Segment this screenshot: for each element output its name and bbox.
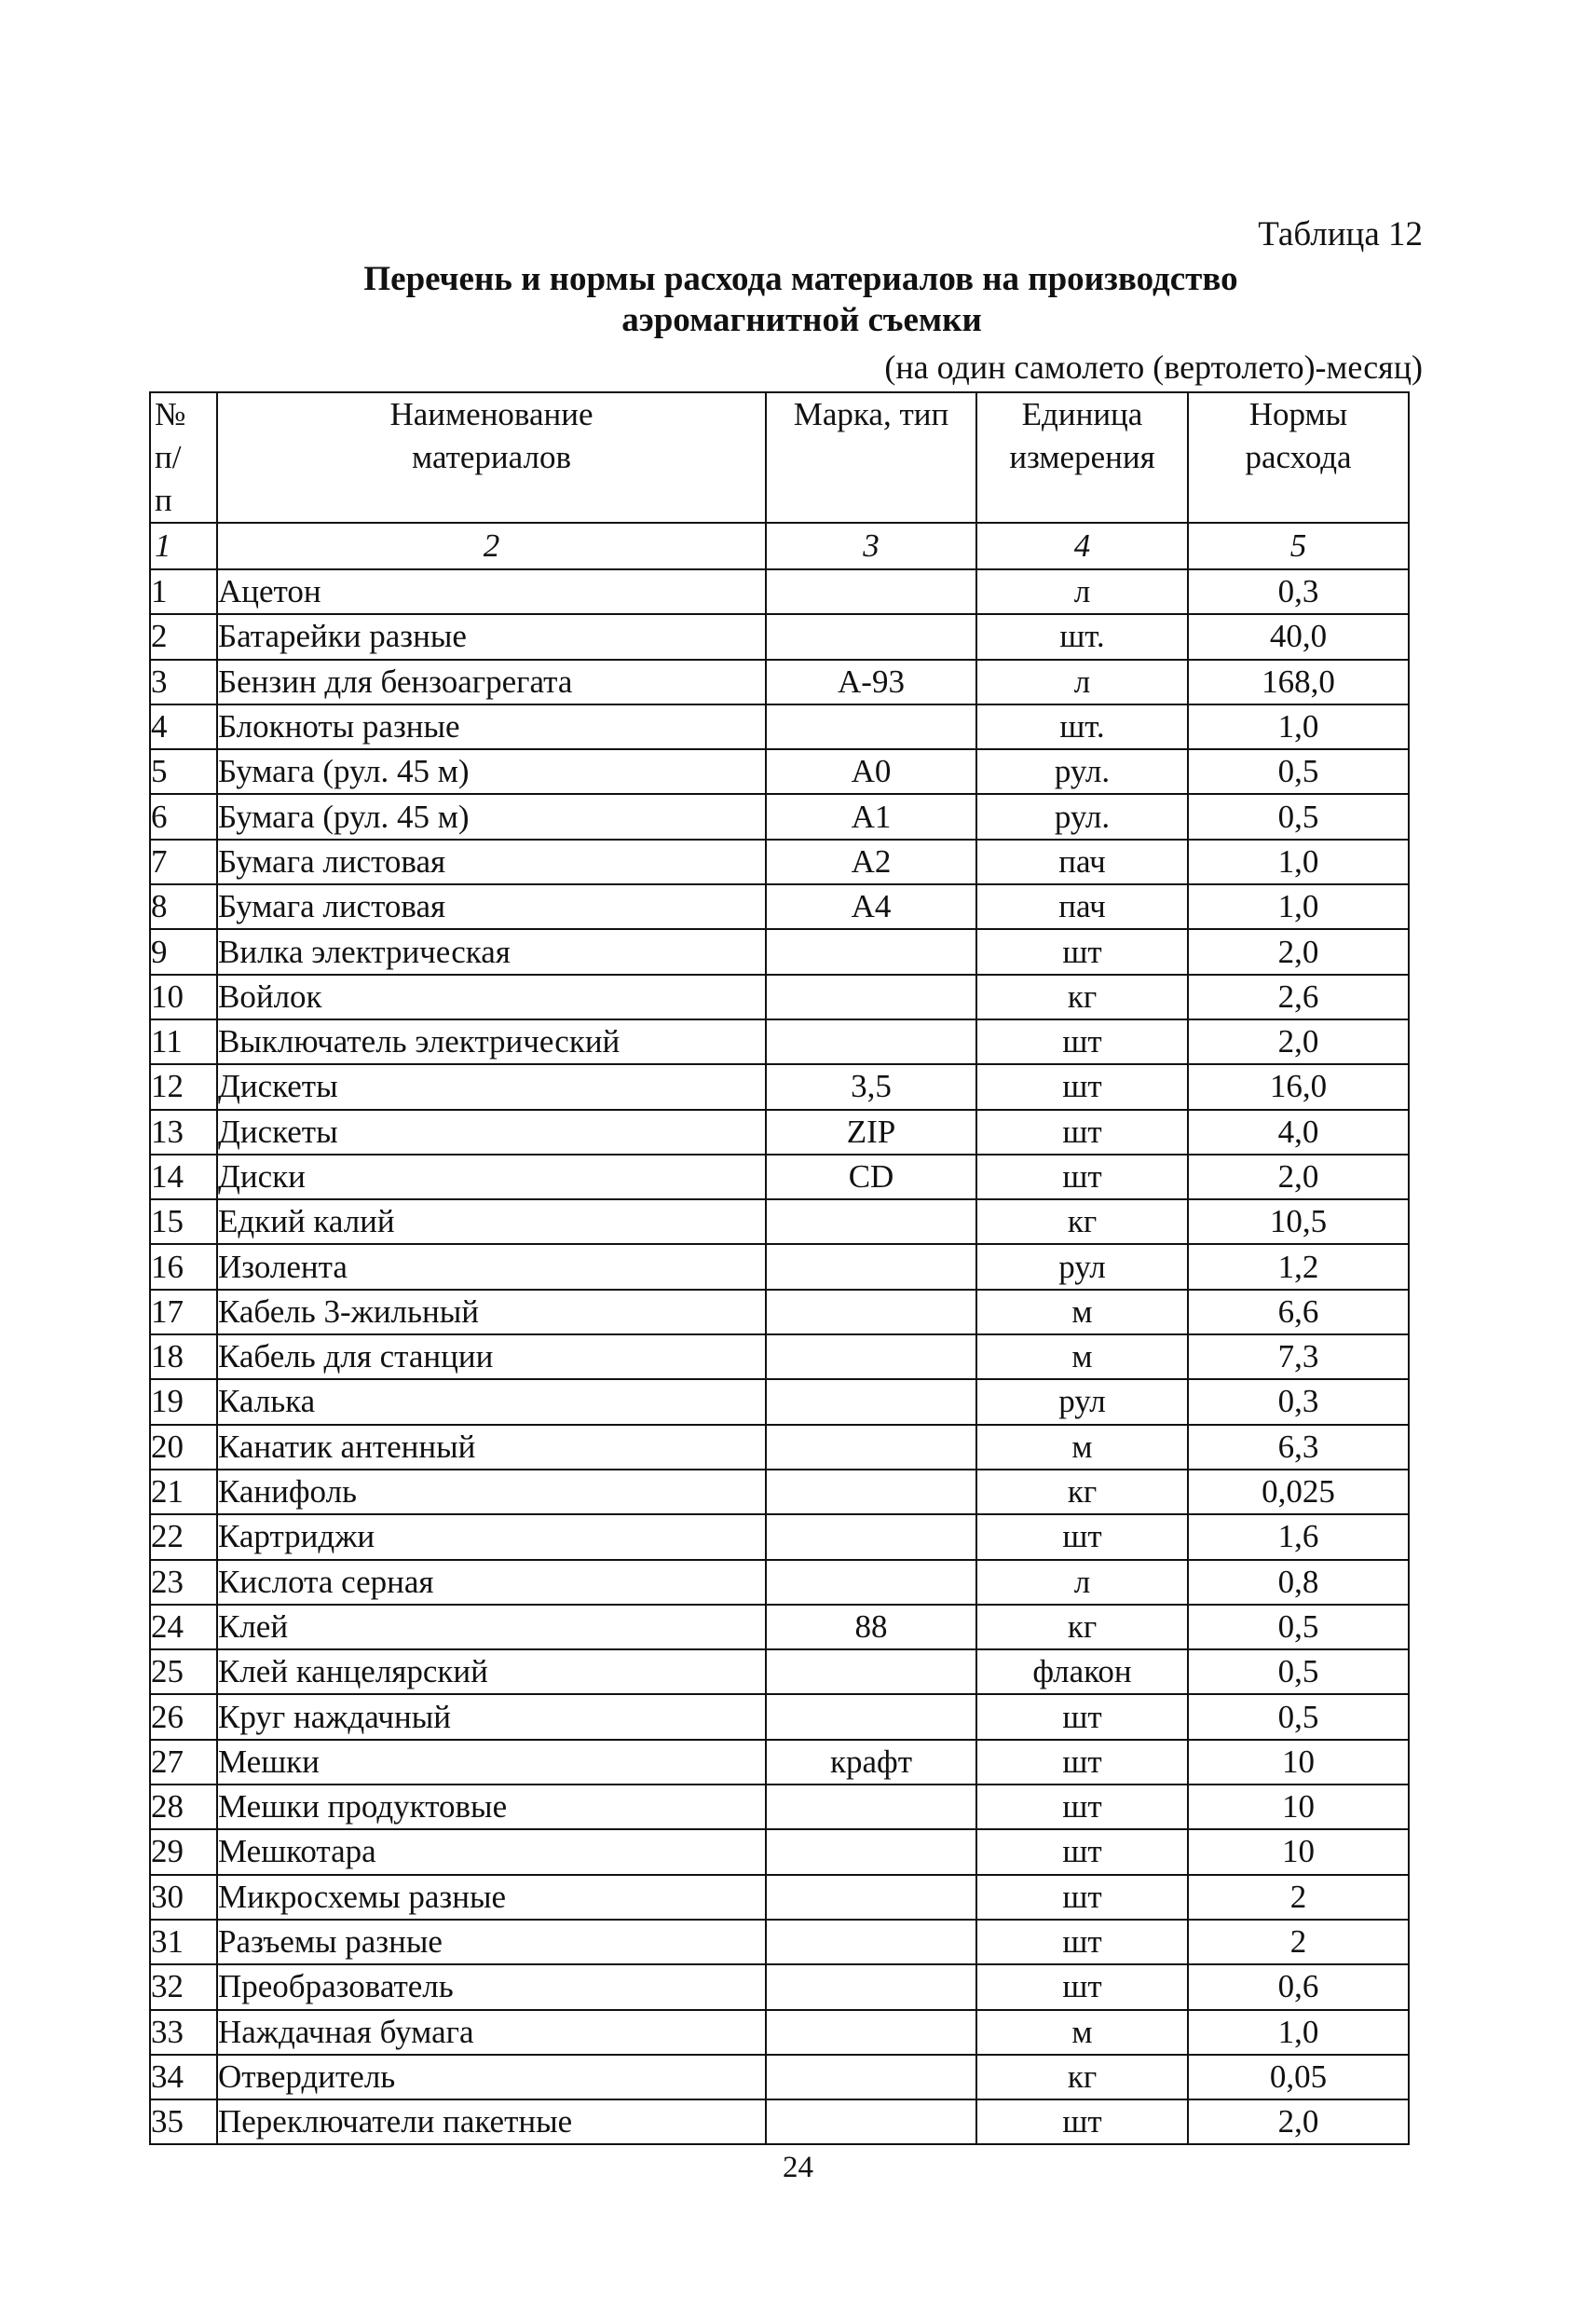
unit-of-measure: л xyxy=(976,569,1188,614)
brand-type xyxy=(766,2010,976,2055)
row-number: 17 xyxy=(150,1290,217,1334)
table-row xyxy=(150,1019,1409,1064)
brand-type xyxy=(766,1964,976,2009)
material-name: Микросхемы разные xyxy=(217,1875,766,1920)
consumption-norm: 10 xyxy=(1188,1829,1409,1874)
unit-of-measure: шт xyxy=(976,2099,1188,2144)
unit-of-measure: кг xyxy=(976,2055,1188,2099)
brand-type: А-93 xyxy=(766,660,976,704)
material-name: Отвердитель xyxy=(217,2055,766,2099)
brand-type xyxy=(766,2055,976,2099)
header-brand: Марка, тип xyxy=(766,392,976,523)
column-number: 3 xyxy=(766,523,976,569)
brand-type xyxy=(766,1649,976,1694)
brand-type xyxy=(766,1199,976,1244)
row-number: 1 xyxy=(150,569,217,614)
row-number: 23 xyxy=(150,1560,217,1605)
consumption-norm: 0,6 xyxy=(1188,1964,1409,2009)
row-number: 6 xyxy=(150,794,217,839)
header-name: Наименование материалов xyxy=(217,392,766,523)
consumption-norm: 2,6 xyxy=(1188,975,1409,1019)
row-number: 21 xyxy=(150,1470,217,1514)
consumption-norm: 168,0 xyxy=(1188,660,1409,704)
row-number: 29 xyxy=(150,1829,217,1874)
row-number: 14 xyxy=(150,1155,217,1199)
consumption-norm: 0,5 xyxy=(1188,794,1409,839)
unit-of-measure: шт xyxy=(976,1964,1188,2009)
row-number: 31 xyxy=(150,1920,217,1964)
consumption-norm: 0,5 xyxy=(1188,1649,1409,1694)
consumption-norm: 4,0 xyxy=(1188,1110,1409,1155)
unit-of-measure: шт xyxy=(976,929,1188,974)
column-number-row xyxy=(150,523,1409,569)
brand-type: А1 xyxy=(766,794,976,839)
material-name: Калька xyxy=(217,1379,766,1424)
table-row xyxy=(150,1560,1409,1605)
consumption-norm: 1,0 xyxy=(1188,2010,1409,2055)
brand-type: ZIP xyxy=(766,1110,976,1155)
consumption-norm: 0,5 xyxy=(1188,1694,1409,1739)
table-row xyxy=(150,840,1409,884)
brand-type: А0 xyxy=(766,749,976,794)
title-line-1: Перечень и нормы расхода материалов на производство xyxy=(363,260,1238,298)
unit-of-measure: шт xyxy=(976,1785,1188,1829)
consumption-norm: 6,6 xyxy=(1188,1290,1409,1334)
brand-type xyxy=(766,2099,976,2144)
table-row xyxy=(150,1920,1409,1964)
row-number: 8 xyxy=(150,884,217,929)
table-row xyxy=(150,1199,1409,1244)
consumption-norm: 2 xyxy=(1188,1920,1409,1964)
table-row xyxy=(150,2099,1409,2144)
brand-type xyxy=(766,1560,976,1605)
material-name: Дискеты xyxy=(217,1110,766,1155)
brand-type: 3,5 xyxy=(766,1064,976,1109)
brand-type xyxy=(766,1379,976,1424)
unit-of-measure: м xyxy=(976,2010,1188,2055)
consumption-norm: 0,05 xyxy=(1188,2055,1409,2099)
brand-type xyxy=(766,569,976,614)
unit-of-measure: рул. xyxy=(976,749,1188,794)
unit-of-measure: шт xyxy=(976,1064,1188,1109)
consumption-norm: 2,0 xyxy=(1188,1155,1409,1199)
row-number: 4 xyxy=(150,704,217,749)
material-name: Картриджи xyxy=(217,1514,766,1559)
material-name: Бензин для бензоагрегата xyxy=(217,660,766,704)
consumption-norm: 10 xyxy=(1188,1785,1409,1829)
unit-of-measure: м xyxy=(976,1425,1188,1470)
table-body xyxy=(150,569,1409,2144)
table-row xyxy=(150,975,1409,1019)
consumption-norm: 0,8 xyxy=(1188,1560,1409,1605)
table-row xyxy=(150,1425,1409,1470)
table-row xyxy=(150,1155,1409,1199)
material-name: Изолента xyxy=(217,1244,766,1289)
row-number: 25 xyxy=(150,1649,217,1694)
unit-of-measure: шт xyxy=(976,1514,1188,1559)
table-row xyxy=(150,1290,1409,1334)
unit-of-measure: шт xyxy=(976,1740,1188,1785)
material-name: Вилка электрическая xyxy=(217,929,766,974)
table-row xyxy=(150,1829,1409,1874)
materials-table xyxy=(149,391,1410,2145)
table-row xyxy=(150,749,1409,794)
material-name: Кабель 3-жильный xyxy=(217,1290,766,1334)
brand-type xyxy=(766,1290,976,1334)
table-row xyxy=(150,1064,1409,1109)
header-row xyxy=(150,392,1409,523)
brand-type xyxy=(766,975,976,1019)
material-name: Ацетон xyxy=(217,569,766,614)
consumption-norm: 1,0 xyxy=(1188,840,1409,884)
header-num: № п/ п xyxy=(150,392,217,523)
unit-of-measure: м xyxy=(976,1334,1188,1379)
column-number: 4 xyxy=(976,523,1188,569)
row-number: 7 xyxy=(150,840,217,884)
row-number: 16 xyxy=(150,1244,217,1289)
table-row xyxy=(150,2055,1409,2099)
row-number: 20 xyxy=(150,1425,217,1470)
brand-type xyxy=(766,1875,976,1920)
unit-of-measure: шт. xyxy=(976,704,1188,749)
unit-of-measure: кг xyxy=(976,975,1188,1019)
brand-type xyxy=(766,1785,976,1829)
brand-type xyxy=(766,1920,976,1964)
material-name: Клей канцелярский xyxy=(217,1649,766,1694)
unit-of-measure: кг xyxy=(976,1605,1188,1649)
consumption-norm: 2 xyxy=(1188,1875,1409,1920)
brand-type: А4 xyxy=(766,884,976,929)
row-number: 18 xyxy=(150,1334,217,1379)
unit-of-measure: рул. xyxy=(976,794,1188,839)
unit-of-measure: м xyxy=(976,1290,1188,1334)
material-name: Бумага (рул. 45 м) xyxy=(217,749,766,794)
material-name: Мешкотара xyxy=(217,1829,766,1874)
brand-type xyxy=(766,1425,976,1470)
row-number: 35 xyxy=(150,2099,217,2144)
row-number: 9 xyxy=(150,929,217,974)
material-name: Канатик антенный xyxy=(217,1425,766,1470)
unit-of-measure: шт xyxy=(976,1920,1188,1964)
column-number: 5 xyxy=(1188,523,1409,569)
consumption-norm: 0,5 xyxy=(1188,1605,1409,1649)
row-number: 15 xyxy=(150,1199,217,1244)
material-name: Бумага листовая xyxy=(217,840,766,884)
consumption-norm: 2,0 xyxy=(1188,2099,1409,2144)
material-name: Наждачная бумага xyxy=(217,2010,766,2055)
table-row xyxy=(150,1514,1409,1559)
brand-type xyxy=(766,1514,976,1559)
table-row xyxy=(150,1649,1409,1694)
table-row xyxy=(150,1470,1409,1514)
row-number: 24 xyxy=(150,1605,217,1649)
table-row xyxy=(150,2010,1409,2055)
row-number: 12 xyxy=(150,1064,217,1109)
unit-of-measure: шт xyxy=(976,1155,1188,1199)
row-number: 22 xyxy=(150,1514,217,1559)
page-number: 24 xyxy=(783,2151,813,2184)
brand-type xyxy=(766,1019,976,1064)
row-number: 13 xyxy=(150,1110,217,1155)
column-number: 2 xyxy=(217,523,766,569)
table-row xyxy=(150,1334,1409,1379)
material-name: Клей xyxy=(217,1605,766,1649)
consumption-norm: 0,3 xyxy=(1188,1379,1409,1424)
material-name: Переключатели пакетные xyxy=(217,2099,766,2144)
table-row xyxy=(150,614,1409,659)
table-row xyxy=(150,1244,1409,1289)
unit-of-measure: рул xyxy=(976,1244,1188,1289)
material-name: Дискеты xyxy=(217,1064,766,1109)
unit-of-measure: шт xyxy=(976,1694,1188,1739)
table-row xyxy=(150,1694,1409,1739)
table-label: Таблица 12 xyxy=(1258,215,1423,253)
consumption-norm: 2,0 xyxy=(1188,1019,1409,1064)
row-number: 19 xyxy=(150,1379,217,1424)
material-name: Батарейки разные xyxy=(217,614,766,659)
document-title xyxy=(0,259,1596,341)
table-row xyxy=(150,929,1409,974)
row-number: 3 xyxy=(150,660,217,704)
unit-of-measure: л xyxy=(976,660,1188,704)
brand-type xyxy=(766,1244,976,1289)
table-row xyxy=(150,794,1409,839)
unit-of-measure: шт xyxy=(976,1019,1188,1064)
row-number: 27 xyxy=(150,1740,217,1785)
row-number: 33 xyxy=(150,2010,217,2055)
material-name: Преобразователь xyxy=(217,1964,766,2009)
row-number: 11 xyxy=(150,1019,217,1064)
title-line-2: аэромагнитной съемки xyxy=(621,301,982,339)
unit-of-measure: пач xyxy=(976,884,1188,929)
material-name: Войлок xyxy=(217,975,766,1019)
table-row xyxy=(150,660,1409,704)
consumption-norm: 1,2 xyxy=(1188,1244,1409,1289)
table-row xyxy=(150,1379,1409,1424)
consumption-norm: 10 xyxy=(1188,1740,1409,1785)
material-name: Блокноты разные xyxy=(217,704,766,749)
brand-type xyxy=(766,1694,976,1739)
brand-type: CD xyxy=(766,1155,976,1199)
brand-type xyxy=(766,1334,976,1379)
brand-type: 88 xyxy=(766,1605,976,1649)
table-row xyxy=(150,1875,1409,1920)
material-name: Канифоль xyxy=(217,1470,766,1514)
brand-type: крафт xyxy=(766,1740,976,1785)
consumption-norm: 1,0 xyxy=(1188,704,1409,749)
material-name: Мешки продуктовые xyxy=(217,1785,766,1829)
unit-of-measure: л xyxy=(976,1560,1188,1605)
table-row xyxy=(150,1605,1409,1649)
brand-type xyxy=(766,1829,976,1874)
consumption-norm: 0,3 xyxy=(1188,569,1409,614)
table-row xyxy=(150,1785,1409,1829)
consumption-norm: 16,0 xyxy=(1188,1064,1409,1109)
unit-of-measure: кг xyxy=(976,1199,1188,1244)
brand-type: А2 xyxy=(766,840,976,884)
unit-of-measure: шт xyxy=(976,1875,1188,1920)
table-row xyxy=(150,1964,1409,2009)
table-row xyxy=(150,884,1409,929)
material-name: Кабель для станции xyxy=(217,1334,766,1379)
table-row xyxy=(150,704,1409,749)
row-number: 2 xyxy=(150,614,217,659)
row-number: 32 xyxy=(150,1964,217,2009)
consumption-norm: 2,0 xyxy=(1188,929,1409,974)
consumption-norm: 0,5 xyxy=(1188,749,1409,794)
row-number: 5 xyxy=(150,749,217,794)
unit-of-measure: шт xyxy=(976,1829,1188,1874)
table-row xyxy=(150,1110,1409,1155)
consumption-norm: 1,0 xyxy=(1188,884,1409,929)
material-name: Кислота серная xyxy=(217,1560,766,1605)
header-unit: Единица измерения xyxy=(976,392,1188,523)
consumption-norm: 10,5 xyxy=(1188,1199,1409,1244)
header-norm: Нормы расхода xyxy=(1188,392,1409,523)
unit-of-measure: флакон xyxy=(976,1649,1188,1694)
row-number: 30 xyxy=(150,1875,217,1920)
row-number: 34 xyxy=(150,2055,217,2099)
brand-type xyxy=(766,704,976,749)
row-number: 10 xyxy=(150,975,217,1019)
consumption-norm: 6,3 xyxy=(1188,1425,1409,1470)
unit-of-measure: шт xyxy=(976,1110,1188,1155)
row-number: 28 xyxy=(150,1785,217,1829)
material-name: Бумага листовая xyxy=(217,884,766,929)
table-row xyxy=(150,569,1409,614)
material-name: Диски xyxy=(217,1155,766,1199)
row-number: 26 xyxy=(150,1694,217,1739)
consumption-norm: 7,3 xyxy=(1188,1334,1409,1379)
unit-of-measure: кг xyxy=(976,1470,1188,1514)
unit-of-measure: рул xyxy=(976,1379,1188,1424)
consumption-norm: 1,6 xyxy=(1188,1514,1409,1559)
unit-of-measure: шт. xyxy=(976,614,1188,659)
consumption-norm: 0,025 xyxy=(1188,1470,1409,1514)
unit-of-measure: пач xyxy=(976,840,1188,884)
material-name: Мешки xyxy=(217,1740,766,1785)
consumption-norm: 40,0 xyxy=(1188,614,1409,659)
table-row xyxy=(150,1740,1409,1785)
column-number: 1 xyxy=(150,523,217,569)
brand-type xyxy=(766,929,976,974)
material-name: Бумага (рул. 45 м) xyxy=(217,794,766,839)
brand-type xyxy=(766,1470,976,1514)
material-name: Выключатель электрический xyxy=(217,1019,766,1064)
material-name: Разъемы разные xyxy=(217,1920,766,1964)
material-name: Круг наждачный xyxy=(217,1694,766,1739)
material-name: Едкий калий xyxy=(217,1199,766,1244)
unit-note: (на один самолето (вертолето)-месяц) xyxy=(884,349,1423,386)
brand-type xyxy=(766,614,976,659)
